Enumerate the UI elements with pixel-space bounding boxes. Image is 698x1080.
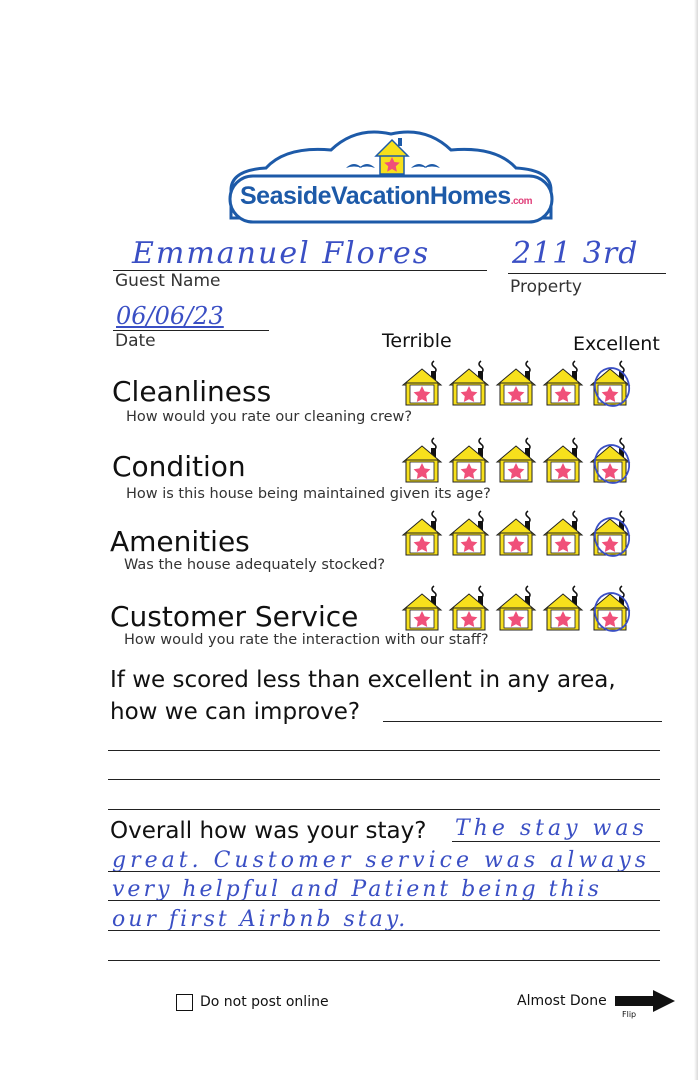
category-subtitle-amenities: Was the house adequately stocked? [124,557,386,573]
guest-name-label: Guest Name [115,271,221,291]
logo-text: SeasideVacationHomes [240,182,511,210]
overall-answer-rule-1 [452,841,660,842]
house-rating-icon-1[interactable] [403,361,441,405]
logo-house-icon [376,138,408,174]
house-rating-icon-4[interactable] [544,438,582,482]
improve-answer-line-3[interactable] [108,779,660,780]
overall-answer-line2[interactable]: great. Customer service was always [112,848,651,873]
category-subtitle-condition: How is this house being maintained given its age? [126,486,491,502]
improve-answer-line-2[interactable] [108,750,660,751]
category-title-customer-service: Customer Service [110,600,359,633]
house-rating-icon-2[interactable] [450,511,488,555]
house-rating-icon-2[interactable] [450,586,488,630]
house-rating-icon-2[interactable] [450,438,488,482]
category-title-amenities: Amenities [110,525,250,558]
improve-question-line1: If we scored less than excellent in any area, [110,667,616,693]
almost-done-label: Almost Done [517,993,607,1009]
category-subtitle-cleanliness: How would you rate our cleaning crew? [126,409,413,425]
logo-graphic [226,128,556,226]
house-rating-icon-4[interactable] [544,511,582,555]
house-rating-icon-3[interactable] [497,586,535,630]
guest-name-value[interactable]: Emmanuel Flores [132,236,431,271]
improve-question-line2: how we can improve? [110,699,361,725]
rating-row-condition[interactable] [398,436,638,486]
rating-row-customer-service[interactable] [398,584,638,634]
overall-answer-line1[interactable]: The stay was [455,816,648,841]
scale-high-label: Excellent [573,333,660,355]
property-value[interactable]: 211 3rd [512,236,639,271]
house-rating-icon-4[interactable] [544,361,582,405]
overall-answer-rule-3 [108,900,660,901]
scale-low-label: Terrible [382,330,452,352]
house-rating-icon-3[interactable] [497,361,535,405]
property-label: Property [510,277,582,297]
house-rating-icon-5[interactable] [591,586,634,634]
house-rating-icon-2[interactable] [450,361,488,405]
house-rating-icon-5[interactable] [591,438,634,486]
house-rating-icon-1[interactable] [403,511,441,555]
overall-answer-line3[interactable]: very helpful and Patient being this [112,877,602,902]
do-not-post-label: Do not post online [200,994,329,1010]
category-title-cleanliness: Cleanliness [112,375,272,408]
category-title-condition: Condition [112,450,246,483]
house-rating-icon-4[interactable] [544,586,582,630]
improve-answer-line-4[interactable] [108,809,660,810]
do-not-post-checkbox[interactable] [176,994,193,1011]
rating-row-amenities[interactable] [398,509,638,559]
house-rating-icon-1[interactable] [403,586,441,630]
date-label: Date [115,331,156,351]
flip-label: Flip [622,1010,637,1019]
overall-answer-rule-2 [108,871,660,872]
category-subtitle-customer-service: How would you rate the interaction with our staff? [124,632,489,648]
overall-answer-rule-5 [108,960,660,961]
overall-question: Overall how was your stay? [110,818,427,844]
house-rating-icon-5[interactable] [591,361,634,409]
house-rating-icon-3[interactable] [497,511,535,555]
scan-edge-shadow [694,0,698,1080]
property-line [508,273,666,274]
house-rating-icon-3[interactable] [497,438,535,482]
house-rating-icon-5[interactable] [591,511,634,559]
improve-answer-line-1[interactable] [383,721,662,722]
logo-suffix: .com [510,196,533,207]
overall-answer-line4[interactable]: our first Airbnb stay. [112,907,409,932]
date-value[interactable]: 06/06/23 [116,302,224,330]
house-rating-icon-1[interactable] [403,438,441,482]
overall-answer-rule-4 [108,930,660,931]
rating-row-cleanliness[interactable] [398,359,638,409]
logo [226,128,556,226]
